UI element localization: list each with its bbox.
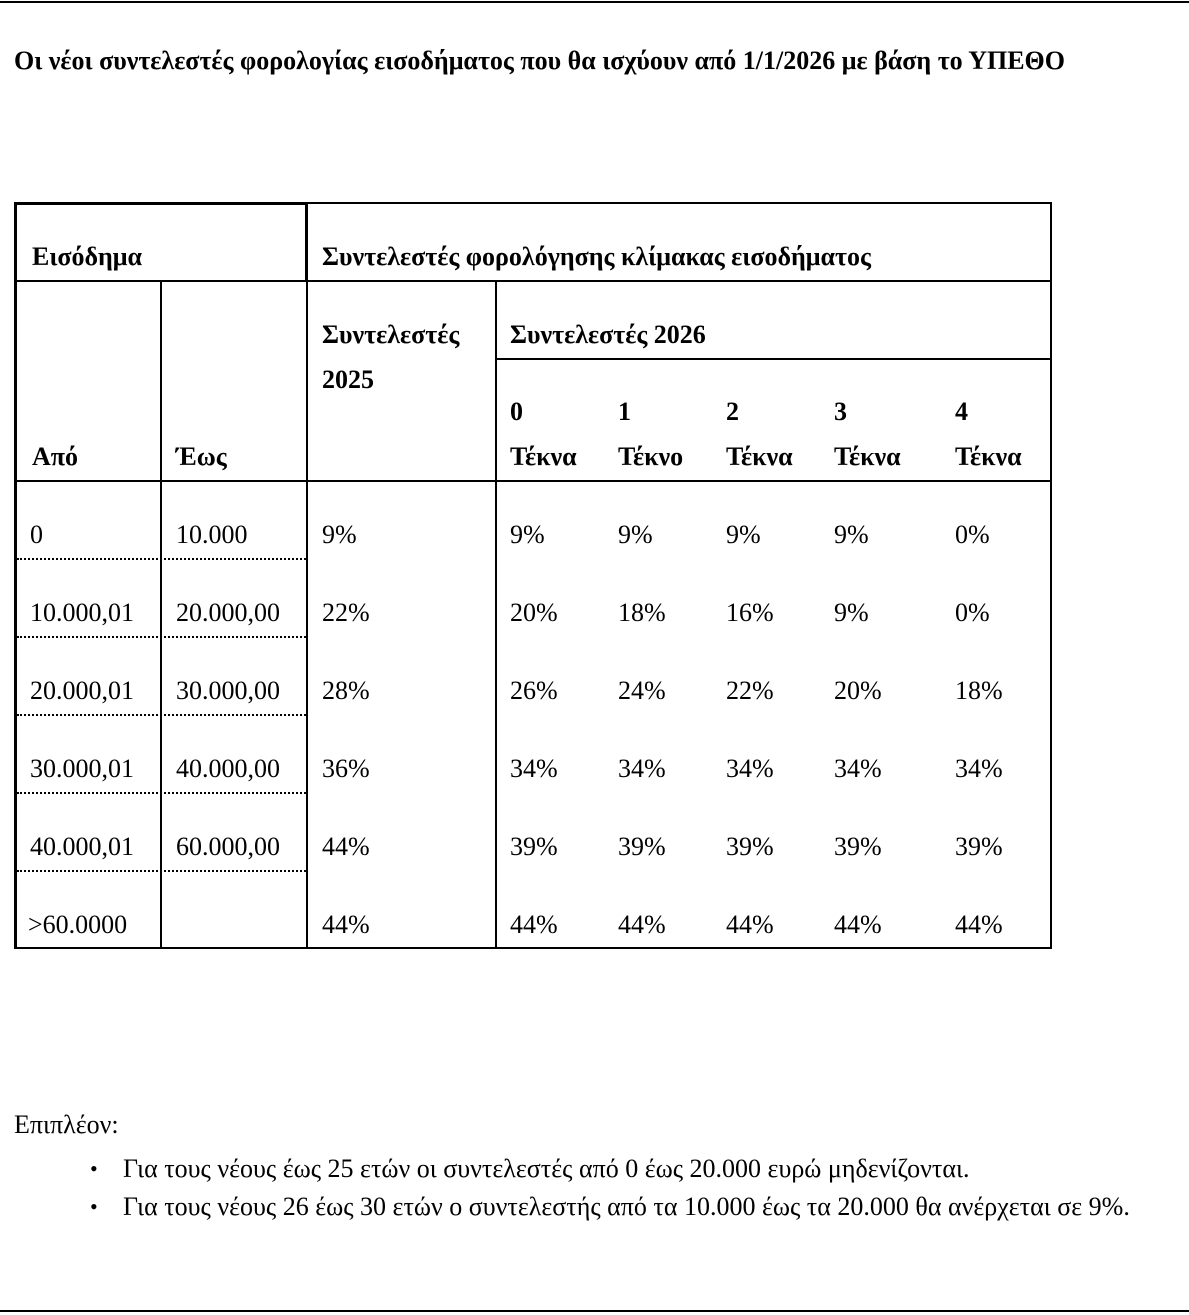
cell-rate-2025: 44% xyxy=(322,832,370,861)
cell-rate-2026-0: 44% xyxy=(510,910,558,939)
cell-to: 60.000,00 xyxy=(176,832,280,861)
header-rates-2026: Συντελεστές 2026 xyxy=(510,320,706,349)
header-children-2-num: 2 xyxy=(726,397,739,426)
list-item-text: Για τους νέους 26 έως 30 ετών ο συντελεστής από τα 10.000 έως τα 20.000 θα ανέρχεται σε 9%. xyxy=(123,1192,1130,1221)
cell-from: 30.000,01 xyxy=(30,754,134,783)
cell-rate-2026-3: 34% xyxy=(834,754,882,783)
cell-rate-2026-2: 44% xyxy=(726,910,774,939)
cell-rate-2026-0: 20% xyxy=(510,598,558,627)
table-row xyxy=(14,638,1052,716)
cell-rate-2026-1: 24% xyxy=(618,676,666,705)
cell-rate-2026-3: 39% xyxy=(834,832,882,861)
top-rule xyxy=(0,1,1189,3)
cell-rate-2026-4: 39% xyxy=(955,832,1003,861)
cell-rate-2026-3: 20% xyxy=(834,676,882,705)
cell-rate-2026-3: 9% xyxy=(834,598,869,627)
cell-rate-2026-1: 34% xyxy=(618,754,666,783)
cell-rate-2026-2: 34% xyxy=(726,754,774,783)
cell-rate-2026-2: 16% xyxy=(726,598,774,627)
header-to: Έως xyxy=(176,442,227,471)
list-item-text: Για τους νέους έως 25 ετών οι συντελεστές από 0 έως 20.000 ευρώ μηδενίζονται. xyxy=(123,1154,970,1183)
header-income: Εισόδημα xyxy=(32,242,143,271)
cell-rate-2025: 22% xyxy=(322,598,370,627)
header-from: Από xyxy=(32,442,79,471)
cell-rate-2026-0: 26% xyxy=(510,676,558,705)
header-children-2-label: Τέκνα xyxy=(726,442,793,471)
cell-rate-2025: 28% xyxy=(322,676,370,705)
income-header-top-thick xyxy=(14,202,308,205)
header-rates-group: Συντελεστές φορολόγησης κλίμακας εισοδήματος xyxy=(322,242,871,271)
cell-rate-2026-1: 44% xyxy=(618,910,666,939)
cell-rate-2026-4: 0% xyxy=(955,520,990,549)
cell-from: 10.000,01 xyxy=(30,598,134,627)
header-rates-2025-line2: 2025 xyxy=(322,365,374,394)
cell-rate-2026-2: 9% xyxy=(726,520,761,549)
header-children-1-label: Τέκνο xyxy=(618,442,684,471)
bullet-icon: • xyxy=(90,1194,98,1219)
cell-from: 20.000,01 xyxy=(30,676,134,705)
cell-rate-2026-4: 0% xyxy=(955,598,990,627)
rates2026-divider xyxy=(496,358,1052,360)
cell-rate-2026-1: 9% xyxy=(618,520,653,549)
header-children-3-label: Τέκνα xyxy=(834,442,901,471)
cell-to: 30.000,00 xyxy=(176,676,280,705)
header-children-4-label: Τέκνα xyxy=(955,442,1022,471)
cell-rate-2026-1: 18% xyxy=(618,598,666,627)
header-children-0-label: Τέκνα xyxy=(510,442,577,471)
header-children-4-num: 4 xyxy=(955,397,968,426)
cell-rate-2026-2: 22% xyxy=(726,676,774,705)
table-row xyxy=(14,716,1052,794)
cell-rate-2026-0: 9% xyxy=(510,520,545,549)
cell-rate-2026-3: 44% xyxy=(834,910,882,939)
header-children-3-num: 3 xyxy=(834,397,847,426)
cell-rate-2026-2: 39% xyxy=(726,832,774,861)
cell-rate-2026-3: 9% xyxy=(834,520,869,549)
table-row xyxy=(14,794,1052,872)
cell-from: 40.000,01 xyxy=(30,832,134,861)
page-title: Οι νέοι συντελεστές φορολογίας εισοδήματος που θα ισχύουν από 1/1/2026 με βάση το ΥΠΕΘΟ xyxy=(14,46,1066,75)
income-header-right-thick xyxy=(305,202,308,282)
list-item xyxy=(90,1150,1180,1188)
cell-rate-2026-4: 44% xyxy=(955,910,1003,939)
table-row xyxy=(14,560,1052,638)
tax-rates-table xyxy=(14,202,1052,949)
cell-rate-2026-1: 39% xyxy=(618,832,666,861)
header-children-0-num: 0 xyxy=(510,397,523,426)
cell-to: 20.000,00 xyxy=(176,598,280,627)
cell-rate-2025: 36% xyxy=(322,754,370,783)
bullet-icon: • xyxy=(90,1156,98,1181)
bottom-rule xyxy=(0,1310,1189,1312)
cell-to: 40.000,00 xyxy=(176,754,280,783)
table-row xyxy=(14,482,1052,560)
notes-list xyxy=(90,1150,1180,1226)
cell-from: 0 xyxy=(30,520,43,549)
cell-rate-2026-4: 18% xyxy=(955,676,1003,705)
header-rates-2025-line1: Συντελεστές xyxy=(322,320,460,349)
cell-rate-2026-0: 34% xyxy=(510,754,558,783)
extra-label: Επιπλέον: xyxy=(14,1110,119,1139)
table-row xyxy=(14,872,1052,949)
cell-rate-2025: 9% xyxy=(322,520,357,549)
cell-rate-2026-0: 39% xyxy=(510,832,558,861)
list-item xyxy=(90,1188,1180,1226)
cell-rate-2026-4: 34% xyxy=(955,754,1003,783)
header-row1-divider xyxy=(14,280,1052,282)
header-children-1-num: 1 xyxy=(618,397,631,426)
cell-rate-2025: 44% xyxy=(322,910,370,939)
cell-to: 10.000 xyxy=(176,520,248,549)
cell-from: >60.0000 xyxy=(28,910,128,939)
